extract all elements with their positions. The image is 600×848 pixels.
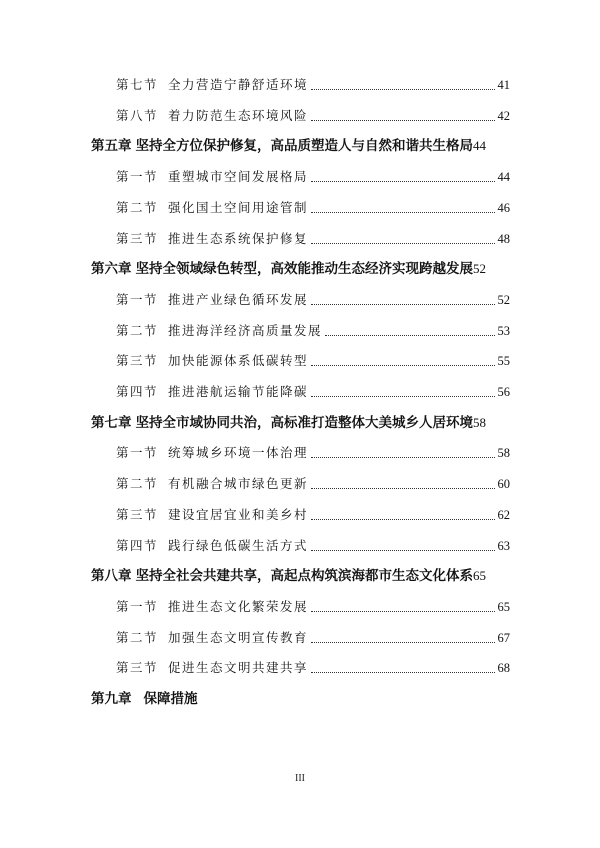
dot-leader [311, 519, 494, 520]
entry-title: 推进产业绿色循环发展 [168, 292, 309, 307]
entry-number: 第三节 [116, 507, 159, 522]
toc-section-entry[interactable] [116, 627, 510, 649]
entry-number: 第一节 [116, 599, 159, 614]
entry-number: 第二节 [116, 476, 159, 491]
entry-page-number: 53 [497, 324, 510, 338]
page-number-footer: III [295, 773, 305, 784]
entry-number: 第一节 [116, 292, 159, 307]
entry-number: 第九章 [91, 691, 132, 707]
entry-title: 加快能源体系低碳转型 [168, 353, 309, 368]
dot-leader [311, 120, 494, 121]
toc-section-entry[interactable] [116, 473, 510, 495]
entry-page-number: 55 [497, 354, 510, 368]
toc-section-entry[interactable] [116, 320, 510, 342]
entry-page-number: 60 [497, 477, 510, 491]
entry-title: 全力营造宁静舒适环境 [168, 77, 309, 92]
entry-page-number: 62 [497, 508, 510, 522]
entry-title: 坚持全方位保护修复，高品质塑造人与自然和谐共生格局 [135, 138, 473, 154]
dot-leader [311, 396, 494, 397]
entry-title: 坚持全市域协同共治，高标准打造整体大美城乡人居环境 [135, 415, 473, 431]
toc-section-entry[interactable] [116, 350, 510, 372]
entry-number: 第六章 [91, 261, 132, 277]
entry-number: 第二节 [116, 200, 159, 215]
entry-page-number: 67 [497, 631, 510, 645]
dot-leader [311, 365, 494, 366]
entry-title: 推进海洋经济高质量发展 [168, 323, 323, 338]
entry-number: 第二节 [116, 323, 159, 338]
entry-number: 第七节 [116, 77, 159, 92]
dot-leader [311, 457, 494, 458]
entry-page-number: 42 [497, 109, 510, 123]
entry-number: 第三节 [116, 231, 159, 246]
entry-number: 第二节 [116, 630, 159, 645]
entry-page-number: 41 [497, 78, 510, 92]
entry-page-number: 44 [497, 170, 510, 184]
toc-chapter-entry[interactable] [91, 688, 510, 710]
toc-section-entry[interactable] [116, 105, 510, 127]
entry-page-number: 48 [497, 232, 510, 246]
toc-section-entry[interactable] [116, 596, 510, 618]
entry-number: 第一节 [116, 169, 159, 184]
entry-title: 践行绿色低碳生活方式 [168, 538, 309, 553]
entry-number: 第三节 [116, 660, 159, 675]
entry-page-number: 68 [497, 661, 510, 675]
entry-title: 有机融合城市绿色更新 [168, 476, 309, 491]
entry-title: 强化国土空间用途管制 [168, 200, 309, 215]
dot-leader [311, 243, 494, 244]
dot-leader [311, 212, 494, 213]
entry-number: 第四节 [116, 538, 159, 553]
dot-leader [311, 89, 494, 90]
toc-section-entry[interactable] [116, 74, 510, 96]
entry-page-number: 46 [497, 201, 510, 215]
toc-section-entry[interactable] [116, 197, 510, 219]
dot-leader [311, 672, 494, 673]
entry-page-number: 58 [497, 446, 510, 460]
entry-page-number: 58 [473, 415, 486, 430]
entry-title: 统筹城乡环境一体治理 [168, 445, 309, 460]
entry-page-number: 65 [473, 568, 486, 583]
entry-title: 坚持全领域绿色转型，高效能推动生态经济实现跨越发展 [135, 261, 473, 277]
toc-section-entry[interactable] [116, 289, 510, 311]
entry-number: 第八节 [116, 108, 159, 123]
toc-chapter-entry[interactable] [91, 412, 510, 434]
entry-number: 第五章 [91, 138, 132, 154]
entry-title: 重塑城市空间发展格局 [168, 169, 309, 184]
entry-title: 推进港航运输节能降碳 [168, 384, 309, 399]
entry-title: 促进生态文明共建共享 [168, 660, 309, 675]
entry-number: 第四节 [116, 384, 159, 399]
entry-page-number: 65 [497, 600, 510, 614]
toc-section-entry[interactable] [116, 657, 510, 679]
dot-leader [311, 642, 494, 643]
toc-section-entry[interactable] [116, 381, 510, 403]
toc-section-entry[interactable] [116, 442, 510, 464]
entry-page-number: 52 [497, 293, 510, 307]
entry-page-number: 44 [473, 138, 486, 153]
entry-title: 保障措施 [143, 691, 198, 707]
entry-number: 第七章 [91, 415, 132, 431]
dot-leader [311, 304, 494, 305]
dot-leader [311, 181, 494, 182]
dot-leader [325, 335, 494, 336]
dot-leader [311, 550, 494, 551]
dot-leader [311, 488, 494, 489]
entry-title: 坚持全社会共建共享，高起点构筑滨海都市生态文化体系 [135, 568, 473, 584]
entry-number: 第一节 [116, 445, 159, 460]
toc-section-entry[interactable] [116, 166, 510, 188]
entry-page-number: 63 [497, 539, 510, 553]
entry-title: 推进生态文化繁荣发展 [168, 599, 309, 614]
toc-section-entry[interactable] [116, 535, 510, 557]
toc-section-entry[interactable] [116, 228, 510, 250]
toc-chapter-entry[interactable] [91, 135, 510, 157]
entry-page-number: 56 [497, 385, 510, 399]
entry-page-number: 52 [473, 261, 486, 276]
entry-number: 第八章 [91, 568, 132, 584]
dot-leader [311, 611, 494, 612]
entry-title: 推进生态系统保护修复 [168, 231, 309, 246]
entry-title: 建设宜居宜业和美乡村 [168, 507, 309, 522]
toc-chapter-entry[interactable] [91, 258, 510, 280]
entry-number: 第三节 [116, 353, 159, 368]
toc-chapter-entry[interactable] [91, 565, 510, 587]
entry-title: 着力防范生态环境风险 [168, 108, 309, 123]
entry-title: 加强生态文明宣传教育 [168, 630, 309, 645]
toc-section-entry[interactable] [116, 504, 510, 526]
